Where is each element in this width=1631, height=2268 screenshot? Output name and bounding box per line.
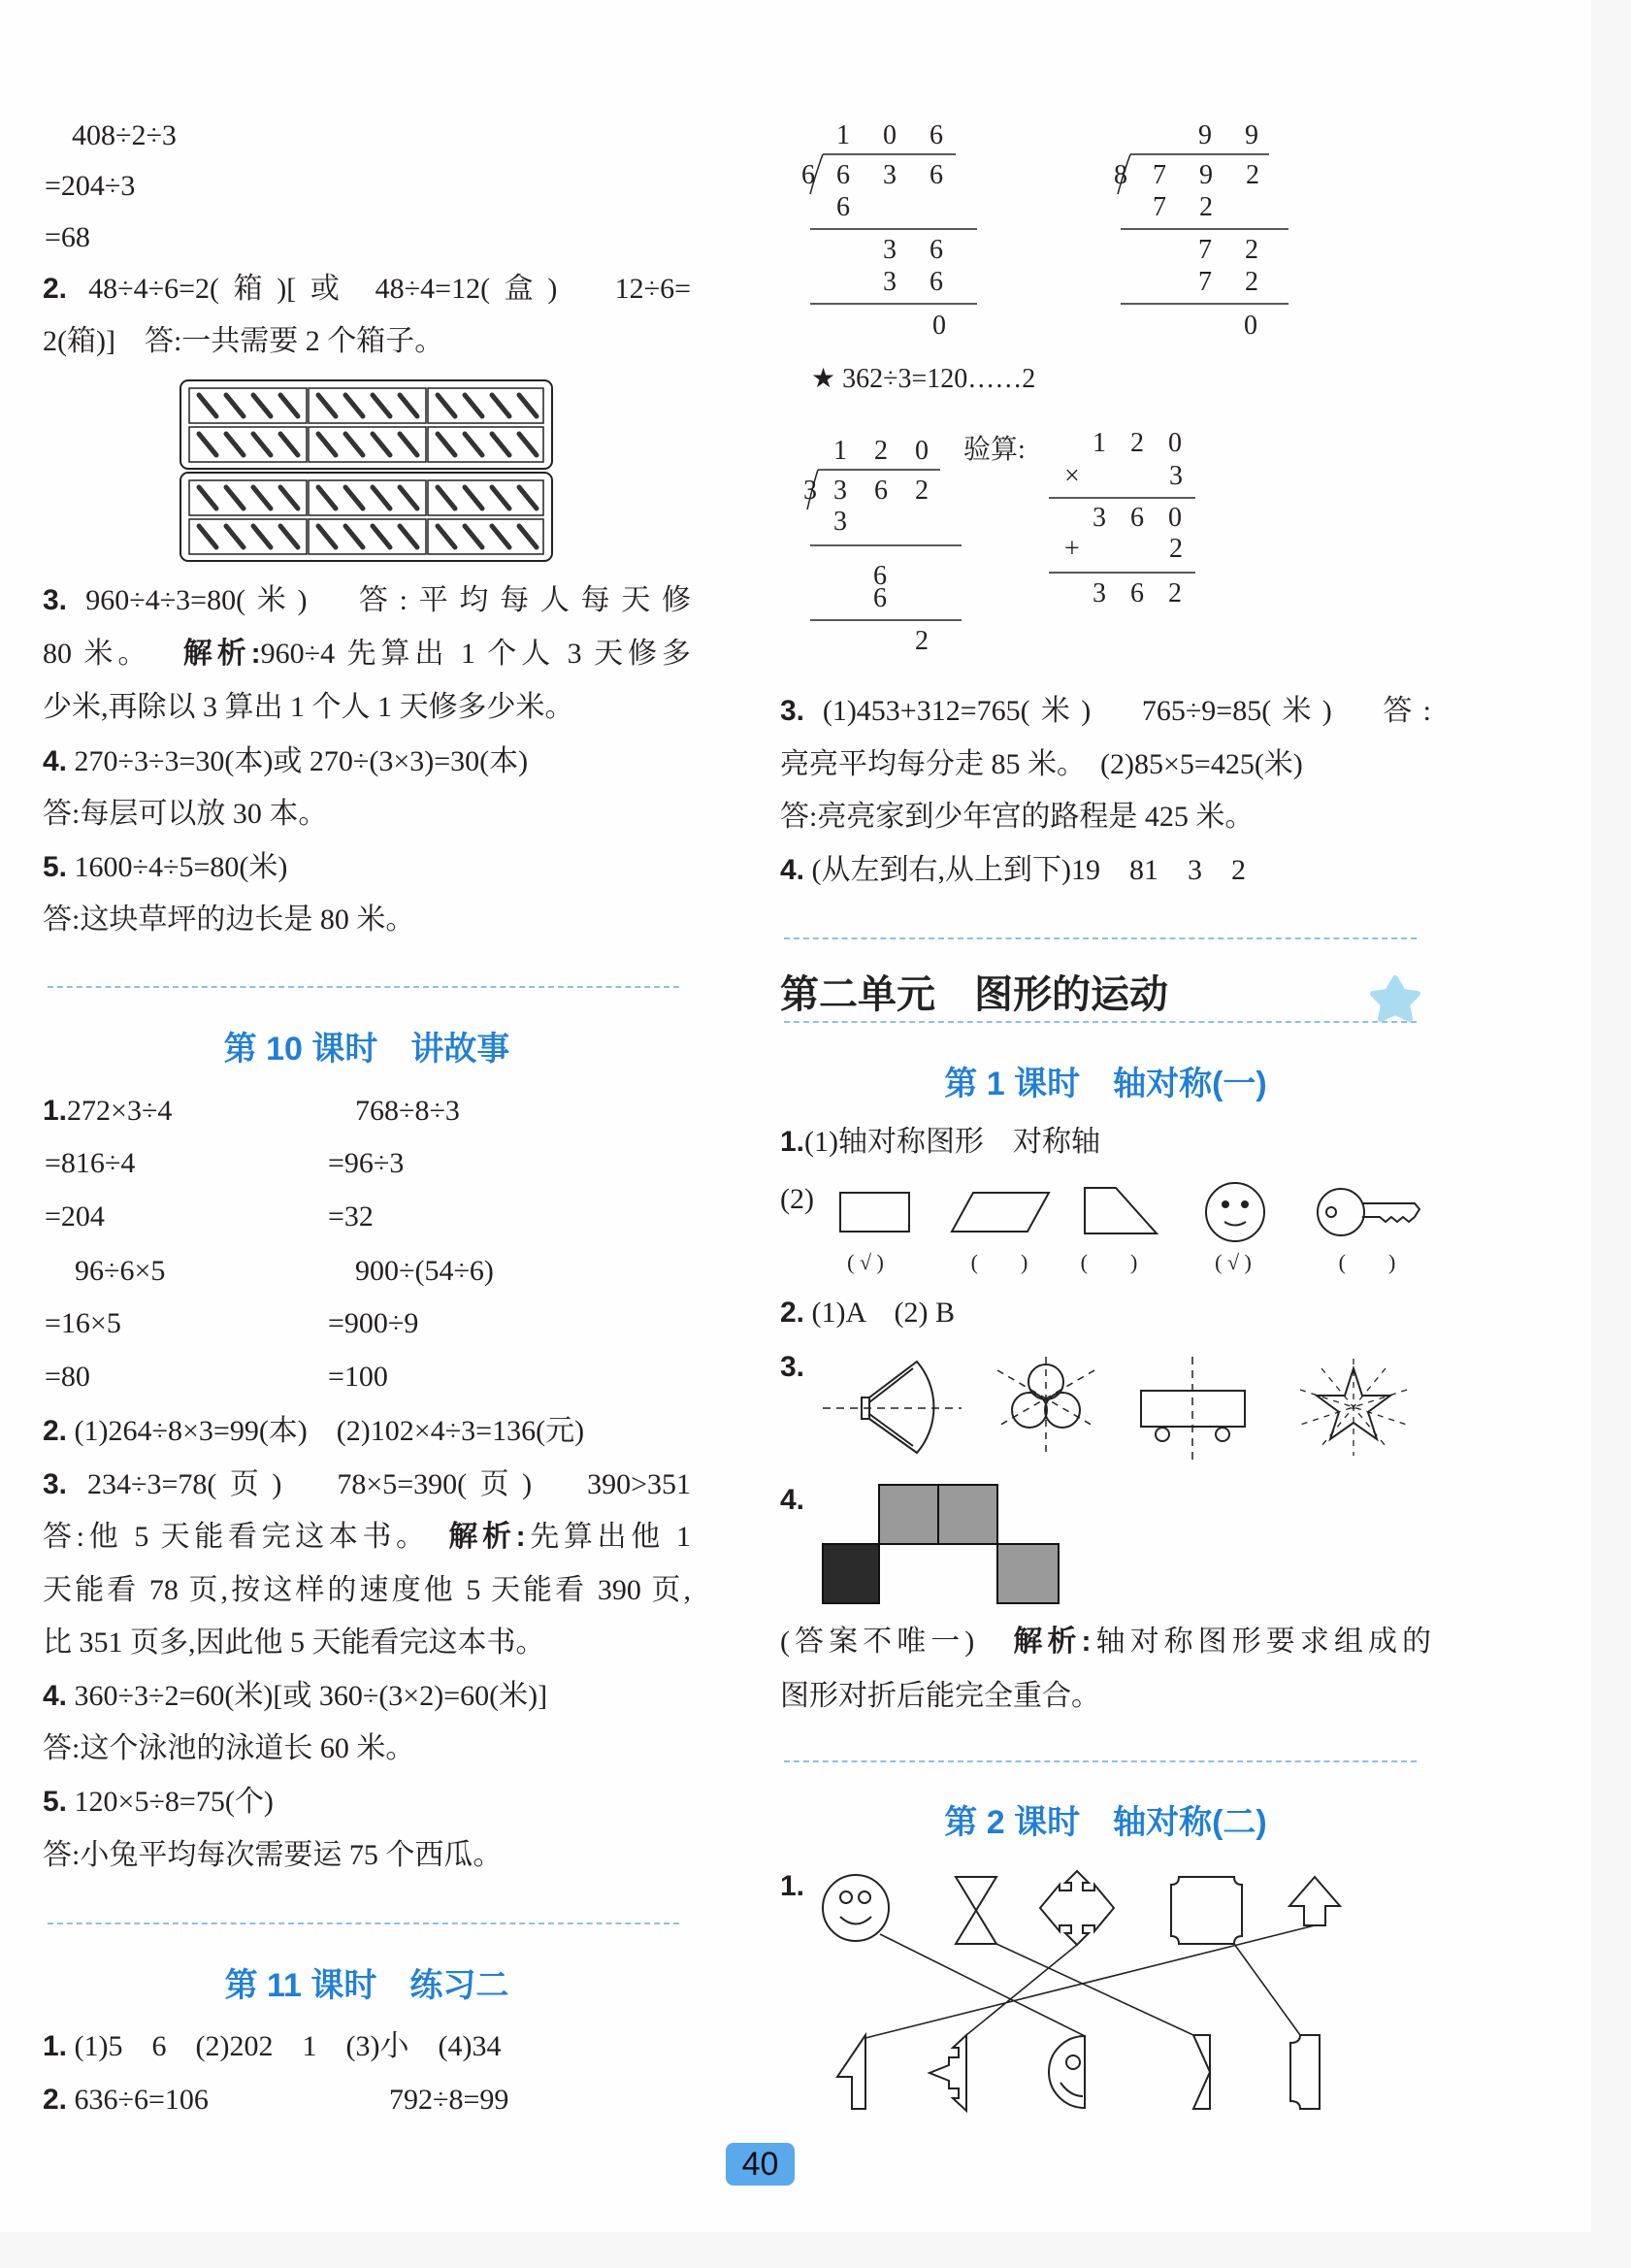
- unit-title-underline: [784, 1021, 1417, 1023]
- calc-line: 408÷2÷3: [72, 119, 177, 151]
- answer-text: 48÷4÷6=2(箱)[或 48÷4=12(盒) 12÷6=: [67, 273, 691, 305]
- step: 72: [1198, 267, 1291, 297]
- divisor: 6: [801, 160, 815, 190]
- star-equation: ★ 362÷3=120……2: [811, 364, 1036, 394]
- quotient: 120: [833, 436, 956, 466]
- calc-line: =100: [328, 1361, 388, 1393]
- calc-line: =900÷9: [328, 1307, 419, 1339]
- symmetry-mark: ( √ ): [847, 1250, 884, 1274]
- q2-line2: 2(箱)] 答:一共需要 2 个箱子。: [43, 325, 444, 357]
- u2-q1-line1: [780, 1125, 1100, 1160]
- q2-line1: [43, 272, 691, 307]
- item-number: 3.: [780, 1351, 805, 1383]
- q4-line1: [43, 744, 528, 779]
- r-q3-line3: 答:亮亮家到少年宫的路程是 425 米。: [780, 801, 1255, 833]
- r-q4: [780, 853, 1246, 888]
- dividend: 636: [836, 160, 976, 190]
- answer-text: (1)5 6 (2)202 1 (3)小 (4)34: [67, 2030, 502, 2062]
- l10-q1-row: [43, 1094, 172, 1129]
- answer-text: (1)轴对称图形 对称轴: [804, 1126, 1101, 1158]
- remainder: 0: [1244, 311, 1257, 341]
- q5-line2: 答:这块草坪的边长是 80 米。: [43, 904, 415, 936]
- l10-q4-line1: [43, 1679, 547, 1714]
- symmetry-mark: ( ): [1080, 1250, 1138, 1274]
- quotient: 106: [836, 120, 976, 150]
- plus-sign: +: [1064, 534, 1080, 564]
- answer-text: (1)453+312=765(米) 765÷9=85(米) 答:: [804, 695, 1431, 727]
- item-number: 2.: [43, 2084, 68, 2116]
- calc-line: =204÷3: [45, 170, 136, 202]
- item-number: 2.: [43, 1415, 68, 1447]
- r-q3-line1: [780, 694, 1431, 729]
- u2-q4-line2: 图形对折后能完全重合。: [780, 1680, 1100, 1712]
- analysis-text: 轴对称图形要求组成的: [1091, 1626, 1431, 1658]
- check-row: 120: [1093, 428, 1206, 458]
- item-number: 1.: [43, 2030, 68, 2062]
- remainder: 0: [932, 311, 946, 341]
- answer-text: (1)A (2) B: [804, 1297, 956, 1329]
- symmetry-mark: ( ): [970, 1250, 1028, 1274]
- item-number: 4.: [780, 1484, 805, 1516]
- l11-q2-b: 792÷8=99: [389, 2084, 509, 2116]
- l10-q3-line3: 天能看 78 页,按这样的速度他 5 天能看 390 页,: [43, 1574, 691, 1606]
- item-number: 2.: [43, 273, 68, 305]
- lesson-1-heading: 第 1 课时 轴对称(一): [944, 1066, 1267, 1102]
- calc-line: 96÷6×5: [75, 1255, 166, 1287]
- step: 6: [873, 583, 887, 613]
- step: 6: [873, 561, 887, 591]
- calc-line: =68: [45, 221, 90, 253]
- q5-line1: [43, 850, 287, 885]
- q3-line1: [43, 583, 691, 618]
- answer-text: 120×5÷8=75(个): [67, 1786, 274, 1818]
- dividend: 362: [833, 476, 956, 506]
- item-number: 1.: [43, 1095, 68, 1127]
- unit-2-title: 第二单元 图形的运动: [780, 973, 1168, 1016]
- check-row: 3: [1169, 461, 1183, 491]
- l10-q5-line2: 答:小兔平均每次需要运 75 个西瓜。: [43, 1839, 503, 1871]
- answer-text: 636÷6=106: [67, 2084, 209, 2116]
- remainder: 2: [915, 626, 929, 656]
- answer-text: 960÷4÷3=80(米) 答:平均每人每天修: [67, 584, 691, 616]
- l10-q5-line1: [43, 1785, 274, 1820]
- calc-line: 900÷(54÷6): [355, 1255, 494, 1287]
- calc-line: =32: [328, 1200, 374, 1233]
- analysis-label: 解析:: [448, 1521, 526, 1553]
- analysis-text: 960÷4 先算出 1 个人 3 天修多: [260, 638, 691, 670]
- calc-line: =80: [45, 1361, 90, 1393]
- check-row: 2: [1169, 534, 1183, 564]
- lesson-10-heading: 第 10 课时 讲故事: [223, 1031, 510, 1068]
- section-divider: [48, 986, 679, 988]
- answer-text: 234÷3=78(页) 78×5=390(页) 390>351: [67, 1468, 691, 1500]
- q3-line2: [43, 637, 691, 672]
- answer-text: 答:他 5 天能看完这本书。: [43, 1521, 449, 1553]
- item-number: 5.: [43, 1786, 68, 1818]
- check-result: 362: [1093, 578, 1206, 608]
- times-sign: ×: [1064, 461, 1080, 491]
- quotient: 99: [1198, 120, 1291, 150]
- answer-text: 80 米。: [43, 638, 183, 670]
- item-number: 1.: [780, 1126, 805, 1158]
- item-number: 4.: [43, 745, 68, 777]
- symmetry-mark: ( √ ): [1215, 1250, 1252, 1274]
- item-number: 4.: [780, 854, 805, 886]
- step: 6: [836, 192, 850, 222]
- section-divider: [48, 1923, 679, 1924]
- divisor: 8: [1114, 160, 1127, 190]
- q3-line3: 少米,再除以 3 算出 1 个人 1 天修多少米。: [43, 691, 574, 723]
- calc-line: =16×5: [45, 1307, 121, 1339]
- l10-q4-line2: 答:这个泳池的泳道长 60 米。: [43, 1732, 415, 1764]
- step: 36: [883, 235, 976, 265]
- answer-text: 360÷3÷2=60(米)[或 360÷(3×2)=60(米)]: [67, 1680, 548, 1712]
- divisor: 3: [803, 476, 817, 506]
- l10-q3-line4: 比 351 页多,因此他 5 天能看完这本书。: [43, 1627, 545, 1659]
- lesson-11-heading: 第 11 课时 练习二: [224, 1967, 509, 2004]
- analysis-label: 解析:: [182, 638, 261, 670]
- lesson-2-heading: 第 2 课时 轴对称(二): [944, 1804, 1267, 1841]
- l10-q3-line2: [43, 1520, 691, 1555]
- answer-text: 270÷3÷3=30(本)或 270÷(3×3)=30(本): [67, 745, 529, 777]
- answer-text: (答案不唯一): [780, 1626, 1014, 1658]
- analysis-text: 先算出他 1: [525, 1521, 691, 1553]
- q4-line2: 答:每层可以放 30 本。: [43, 798, 328, 830]
- dividend: 792: [1153, 160, 1292, 190]
- calc-line: 768÷8÷3: [355, 1095, 460, 1127]
- calc-line: =96÷3: [328, 1147, 405, 1179]
- item-number: 5.: [43, 851, 68, 883]
- item-number: 3.: [780, 695, 805, 727]
- r-q3-line2: 亮亮平均每分走 85 米。 (2)85×5=425(米): [780, 748, 1303, 780]
- page-number: 40: [726, 2143, 795, 2186]
- l10-q2: [43, 1414, 584, 1449]
- step: 36: [883, 267, 976, 297]
- section-divider: [784, 1760, 1417, 1762]
- item-number: 1.: [780, 1870, 805, 1902]
- u2-q2: [780, 1296, 955, 1331]
- calc-line: =204: [45, 1200, 105, 1233]
- check-label: 验算:: [963, 435, 1026, 465]
- item-number: 2.: [780, 1297, 805, 1329]
- item-number: 3.: [43, 1468, 68, 1500]
- symmetry-mark: ( ): [1338, 1250, 1396, 1274]
- analysis-label: 解析:: [1013, 1626, 1092, 1658]
- answer-text: (从左到右,从上到下)19 81 3 2: [804, 854, 1247, 886]
- step: 72: [1153, 192, 1246, 222]
- u2-q4-line1: [780, 1625, 1431, 1660]
- calc-line: 272×3÷4: [67, 1095, 173, 1127]
- calc-line: =816÷4: [45, 1147, 136, 1179]
- answer-text: (1)264÷8×3=99(本) (2)102×4÷3=136(元): [67, 1415, 585, 1447]
- l11-q1: [43, 2029, 501, 2064]
- item-number: 4.: [43, 1680, 68, 1712]
- step: 72: [1198, 235, 1291, 265]
- answer-text: 1600÷4÷5=80(米): [67, 851, 288, 883]
- step: 3: [833, 507, 847, 537]
- check-row: 360: [1093, 503, 1206, 533]
- l11-q2: [43, 2083, 209, 2118]
- l10-q3-line1: [43, 1467, 691, 1502]
- sub-label: (2): [780, 1183, 814, 1215]
- item-number: 3.: [43, 584, 68, 616]
- section-divider: [784, 937, 1417, 939]
